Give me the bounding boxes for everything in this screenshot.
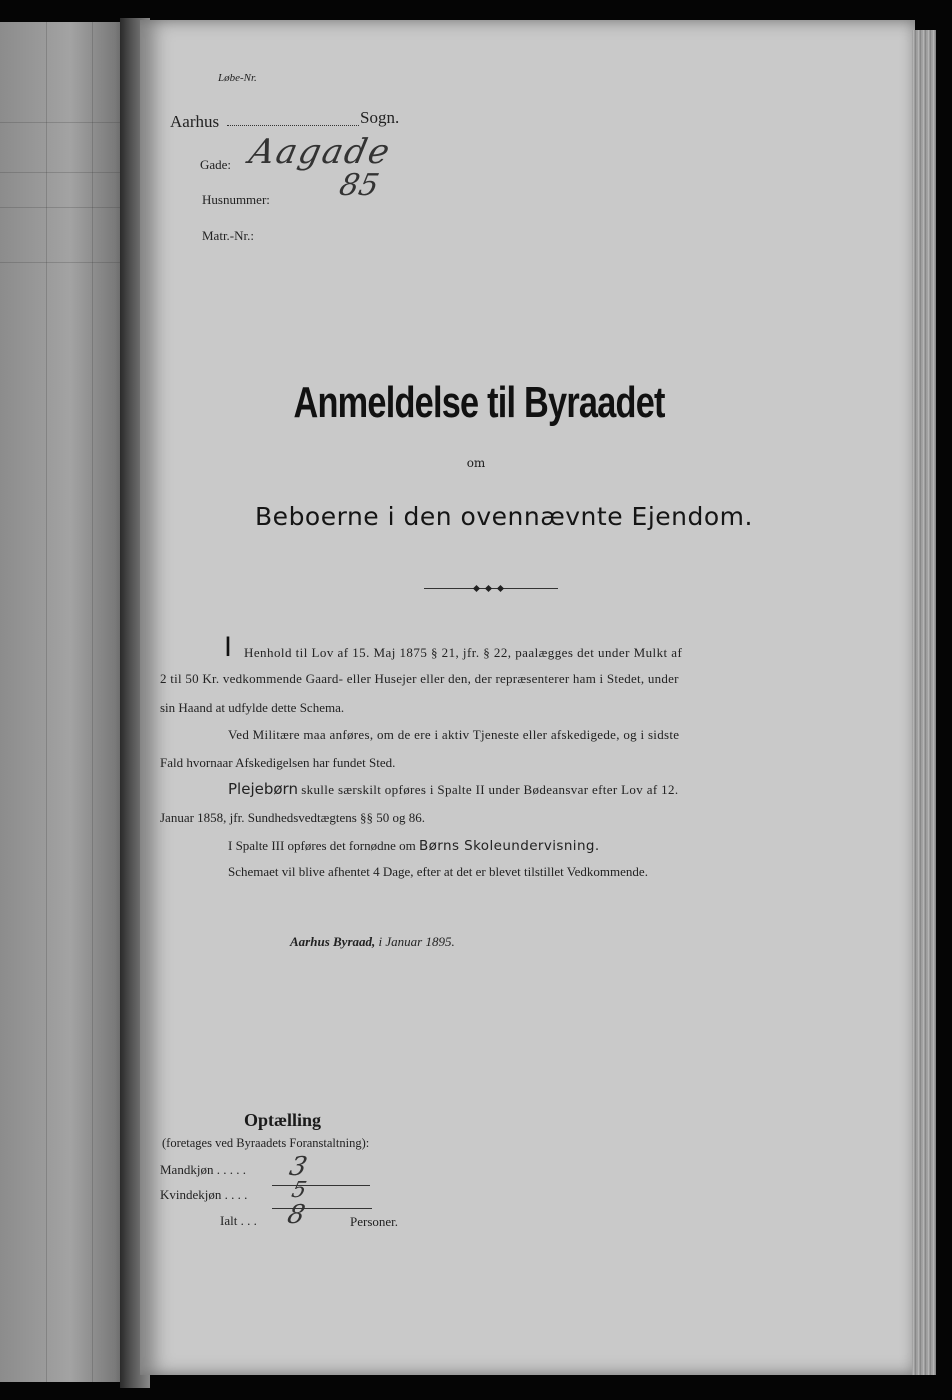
male-dots: . . . . .: [216, 1162, 246, 1177]
divider-dot: [497, 585, 504, 592]
divider-dot: [473, 585, 480, 592]
body-line: Fald hvornaar Afskedigelsen har fundet Sted.: [160, 755, 396, 770]
city-label: Aarhus: [170, 112, 220, 131]
ornamental-divider: [424, 585, 558, 593]
persons-label: Personer.: [350, 1214, 399, 1229]
female-count-handwritten: 5: [289, 1178, 309, 1203]
document-title: Anmeldelse til Byraadet: [293, 378, 665, 427]
tally-subtitle: (foretages ved Byraadets Foranstaltning):: [162, 1136, 370, 1150]
parish-dotted-line: [227, 125, 359, 126]
signature-date: i Januar 1895.: [378, 934, 455, 949]
left-facing-page: [0, 22, 128, 1382]
male-label: [160, 1162, 246, 1178]
body-line: Januar 1858, jfr. Sundhedsvedtægtens §§ 50 og 86.: [160, 810, 426, 825]
female-dots: . . . .: [224, 1187, 248, 1202]
house-number-label: Husnummer:: [202, 192, 270, 207]
male-label-text: Mandkjøn: [160, 1162, 214, 1177]
body-line: Schemaet vil blive afhentet 4 Dage, efter at det er blevet tilstillet Vedkommende.: [228, 864, 648, 879]
ruling-line: [0, 262, 128, 263]
body-line: [228, 780, 678, 798]
form-page: [140, 20, 915, 1375]
title-connector: om: [466, 456, 486, 470]
divider-dot: [485, 585, 492, 592]
total-dots: . . .: [240, 1213, 257, 1228]
body-text: skulle særskilt opføres i Spalte II under Bødeansvar efter Lov af 12.: [301, 782, 679, 797]
signature-authority: Aarhus Byraad,: [290, 934, 376, 949]
body-line: 2 til 50 Kr. vedkommende Gaard- eller Husejer eller den, der repræsenterer ham i Stedet, under: [160, 671, 679, 686]
male-count-line: [272, 1185, 370, 1186]
female-label: [160, 1187, 247, 1203]
parish-label: Sogn.: [360, 108, 400, 127]
female-label-text: Kvindekjøn: [160, 1187, 222, 1202]
body-line: sin Haand at udfylde dette Schema.: [160, 700, 345, 715]
drop-cap: I: [224, 632, 232, 663]
body-line: Henhold til Lov af 15. Maj 1875 § 21, jfr. § 22, paalægges det under Mulkt af: [244, 645, 683, 660]
tally-title: Optælling: [244, 1110, 322, 1130]
ruling-line: [0, 172, 128, 173]
body-text: I Spalte III opføres det fornødne om: [228, 838, 416, 853]
ruling-line: [92, 22, 93, 1382]
page-edges: [912, 30, 936, 1375]
street-handwritten-value: Aagade: [245, 132, 396, 172]
total-count-handwritten: 8: [284, 1200, 308, 1230]
body-line: [228, 838, 600, 854]
female-count-line: [272, 1208, 372, 1209]
signature-line: [290, 934, 455, 950]
street-label: Gade:: [200, 157, 232, 172]
emphasis-text: Børns Skoleundervisning.: [418, 838, 600, 854]
body-line: Ved Militære maa anføres, om de ere i aktiv Tjeneste eller afskedigede, og i sidste: [228, 727, 680, 742]
house-number-handwritten-value: 85: [336, 168, 382, 203]
emphasis-text: Plejebørn: [228, 780, 298, 798]
matr-nr-label: Matr.-Nr.:: [202, 228, 254, 243]
ruling-line: [46, 22, 47, 1382]
loebe-nr-label: Løbe-Nr.: [218, 72, 257, 84]
male-count-handwritten: 3: [286, 1152, 310, 1182]
document-subtitle: Beboerne i den ovennævnte Ejendom.: [255, 502, 753, 531]
ruling-line: [0, 207, 128, 208]
total-label-text: Ialt: [220, 1213, 238, 1228]
ruling-line: [0, 122, 128, 123]
total-label: [220, 1213, 257, 1229]
